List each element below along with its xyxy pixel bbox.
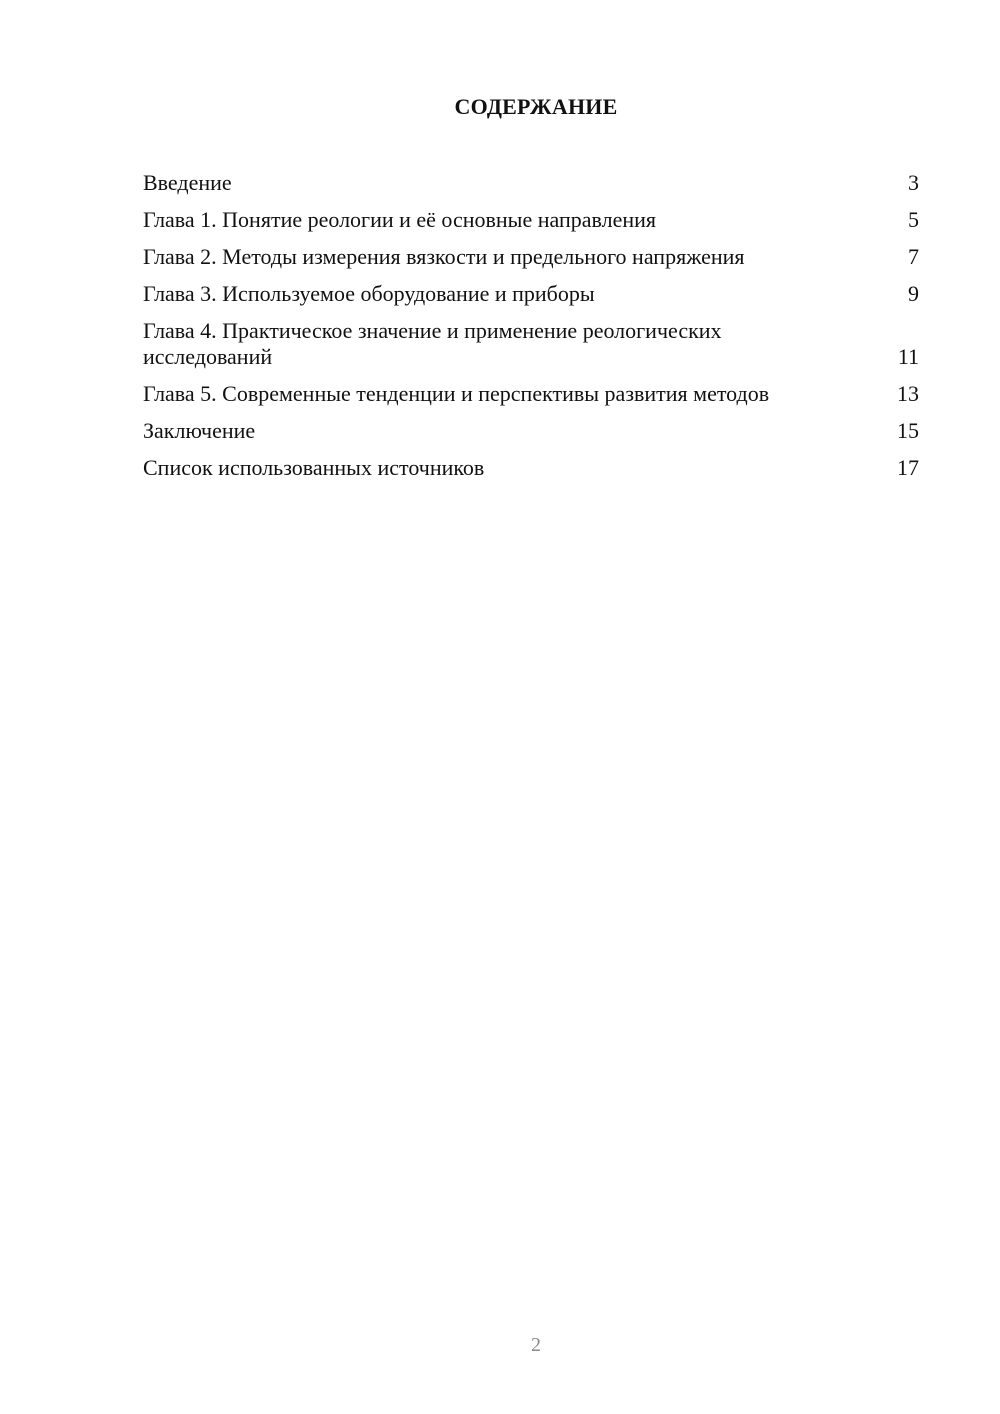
table-of-contents xyxy=(143,170,919,492)
toc-entry xyxy=(143,170,919,196)
toc-entry-title: Глава 5. Современные тенденции и перспективы развития методов xyxy=(143,381,770,406)
toc-entry xyxy=(143,207,919,233)
toc-entry-page: 9 xyxy=(908,281,919,306)
toc-entry xyxy=(143,381,919,407)
toc-entry-title: Введение xyxy=(143,170,232,195)
toc-entry xyxy=(143,455,919,481)
toc-entry-page: 11 xyxy=(897,344,919,369)
toc-entry-title: Глава 1. Понятие реологии и её основные направления xyxy=(143,207,657,232)
toc-entry-title: Список использованных источников xyxy=(143,455,485,480)
toc-entry xyxy=(143,281,919,307)
toc-entry-page: 7 xyxy=(908,244,919,269)
toc-entry xyxy=(143,244,919,270)
toc-entry-title: Глава 2. Методы измерения вязкости и предельного напряжения xyxy=(143,244,745,269)
toc-entry-title: Глава 4. Практическое значение и применение реологических исследований xyxy=(143,318,722,369)
page-number: 2 xyxy=(531,1334,541,1356)
toc-entry xyxy=(143,418,919,444)
toc-entry-page: 17 xyxy=(897,455,919,480)
toc-entry-title: Глава 3. Используемое оборудование и приборы xyxy=(143,281,595,306)
toc-entry-page: 3 xyxy=(908,170,919,195)
toc-entry-page: 15 xyxy=(897,418,919,443)
toc-entry-page: 13 xyxy=(897,381,919,406)
page-title: СОДЕРЖАНИЕ xyxy=(454,94,618,119)
toc-entry-title: Заключение xyxy=(143,418,256,443)
toc-entry-page: 5 xyxy=(908,207,919,232)
toc-entry xyxy=(143,318,919,370)
